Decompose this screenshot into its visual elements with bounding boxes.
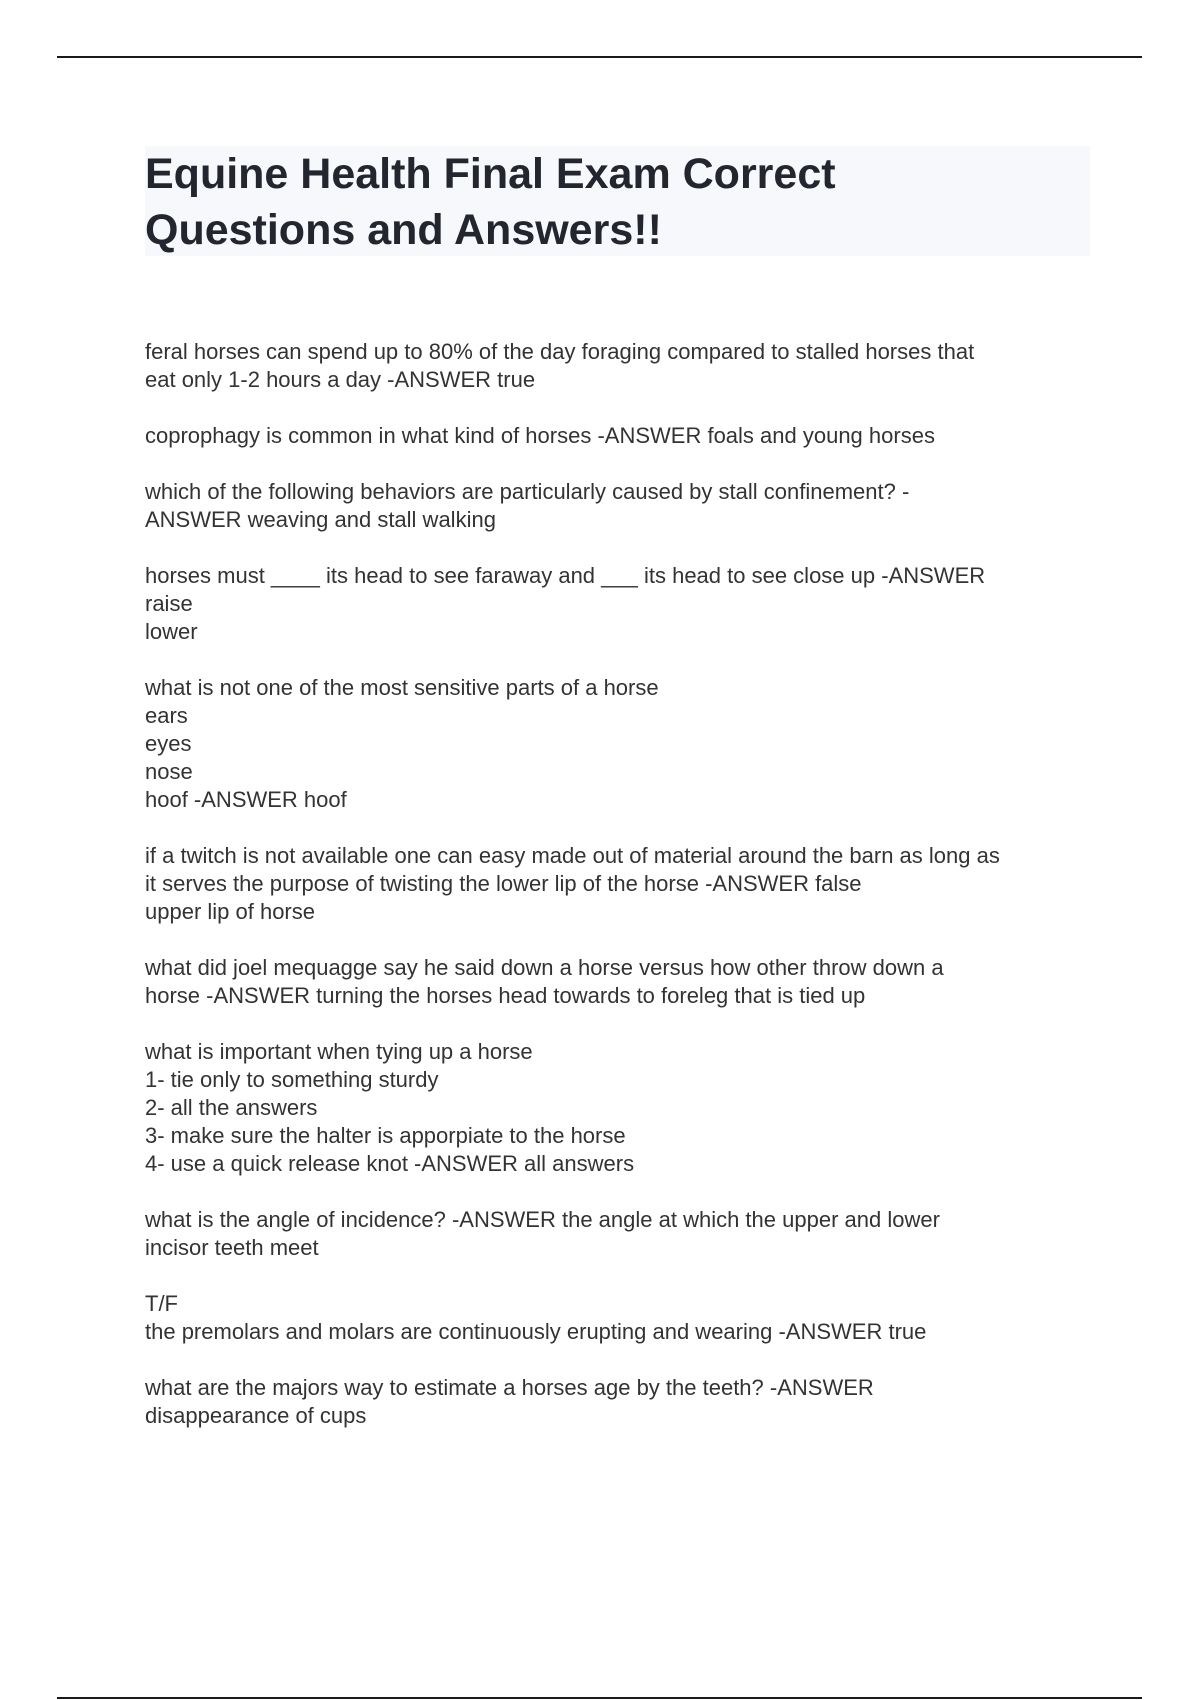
title-block (145, 146, 1090, 256)
qa-list (145, 338, 1095, 1458)
qa-entry: what did joel mequagge say he said down a horse versus how other throw down a horse -ANSWER turning the horses head towards to foreleg that is tied up (145, 955, 944, 1008)
qa-entry: T/F the premolars and molars are continuously erupting and wearing -ANSWER true (145, 1291, 927, 1344)
top-rule (57, 56, 1142, 58)
qa-entry: feral horses can spend up to 80% of the day foraging compared to stalled horses that eat only 1-2 hours a day -ANSWER true (145, 339, 975, 392)
qa-entry: what is not one of the most sensitive parts of a horse ears eyes nose hoof -ANSWER hoof (145, 675, 659, 812)
qa-entry: horses must ____ its head to see faraway and ___ its head to see close up -ANSWER raise lower (145, 563, 986, 644)
qa-entry: coprophagy is common in what kind of horses -ANSWER foals and young horses (145, 423, 935, 448)
qa-entry: what are the majors way to estimate a horses age by the teeth? -ANSWER disappearance of cups (145, 1375, 874, 1428)
qa-entry: if a twitch is not available one can easy made out of material around the barn as long as it serves the purpose of twisting the lower lip of the horse -ANSWER false upper lip of horse (145, 843, 1000, 924)
document-title: Equine Health Final Exam Correct Questions and Answers!! (145, 150, 836, 254)
qa-entry: what is the angle of incidence? -ANSWER the angle at which the upper and lower incisor teeth meet (145, 1207, 940, 1260)
bottom-rule (57, 1697, 1142, 1699)
qa-entry: which of the following behaviors are particularly caused by stall confinement? - ANSWER weaving and stall walking (145, 479, 910, 532)
qa-entry: what is important when tying up a horse 1- tie only to something sturdy 2- all the answers 3- make sure the halter is apporpiate to the horse 4- use a quick release knot -ANSWER all answers (145, 1039, 635, 1176)
